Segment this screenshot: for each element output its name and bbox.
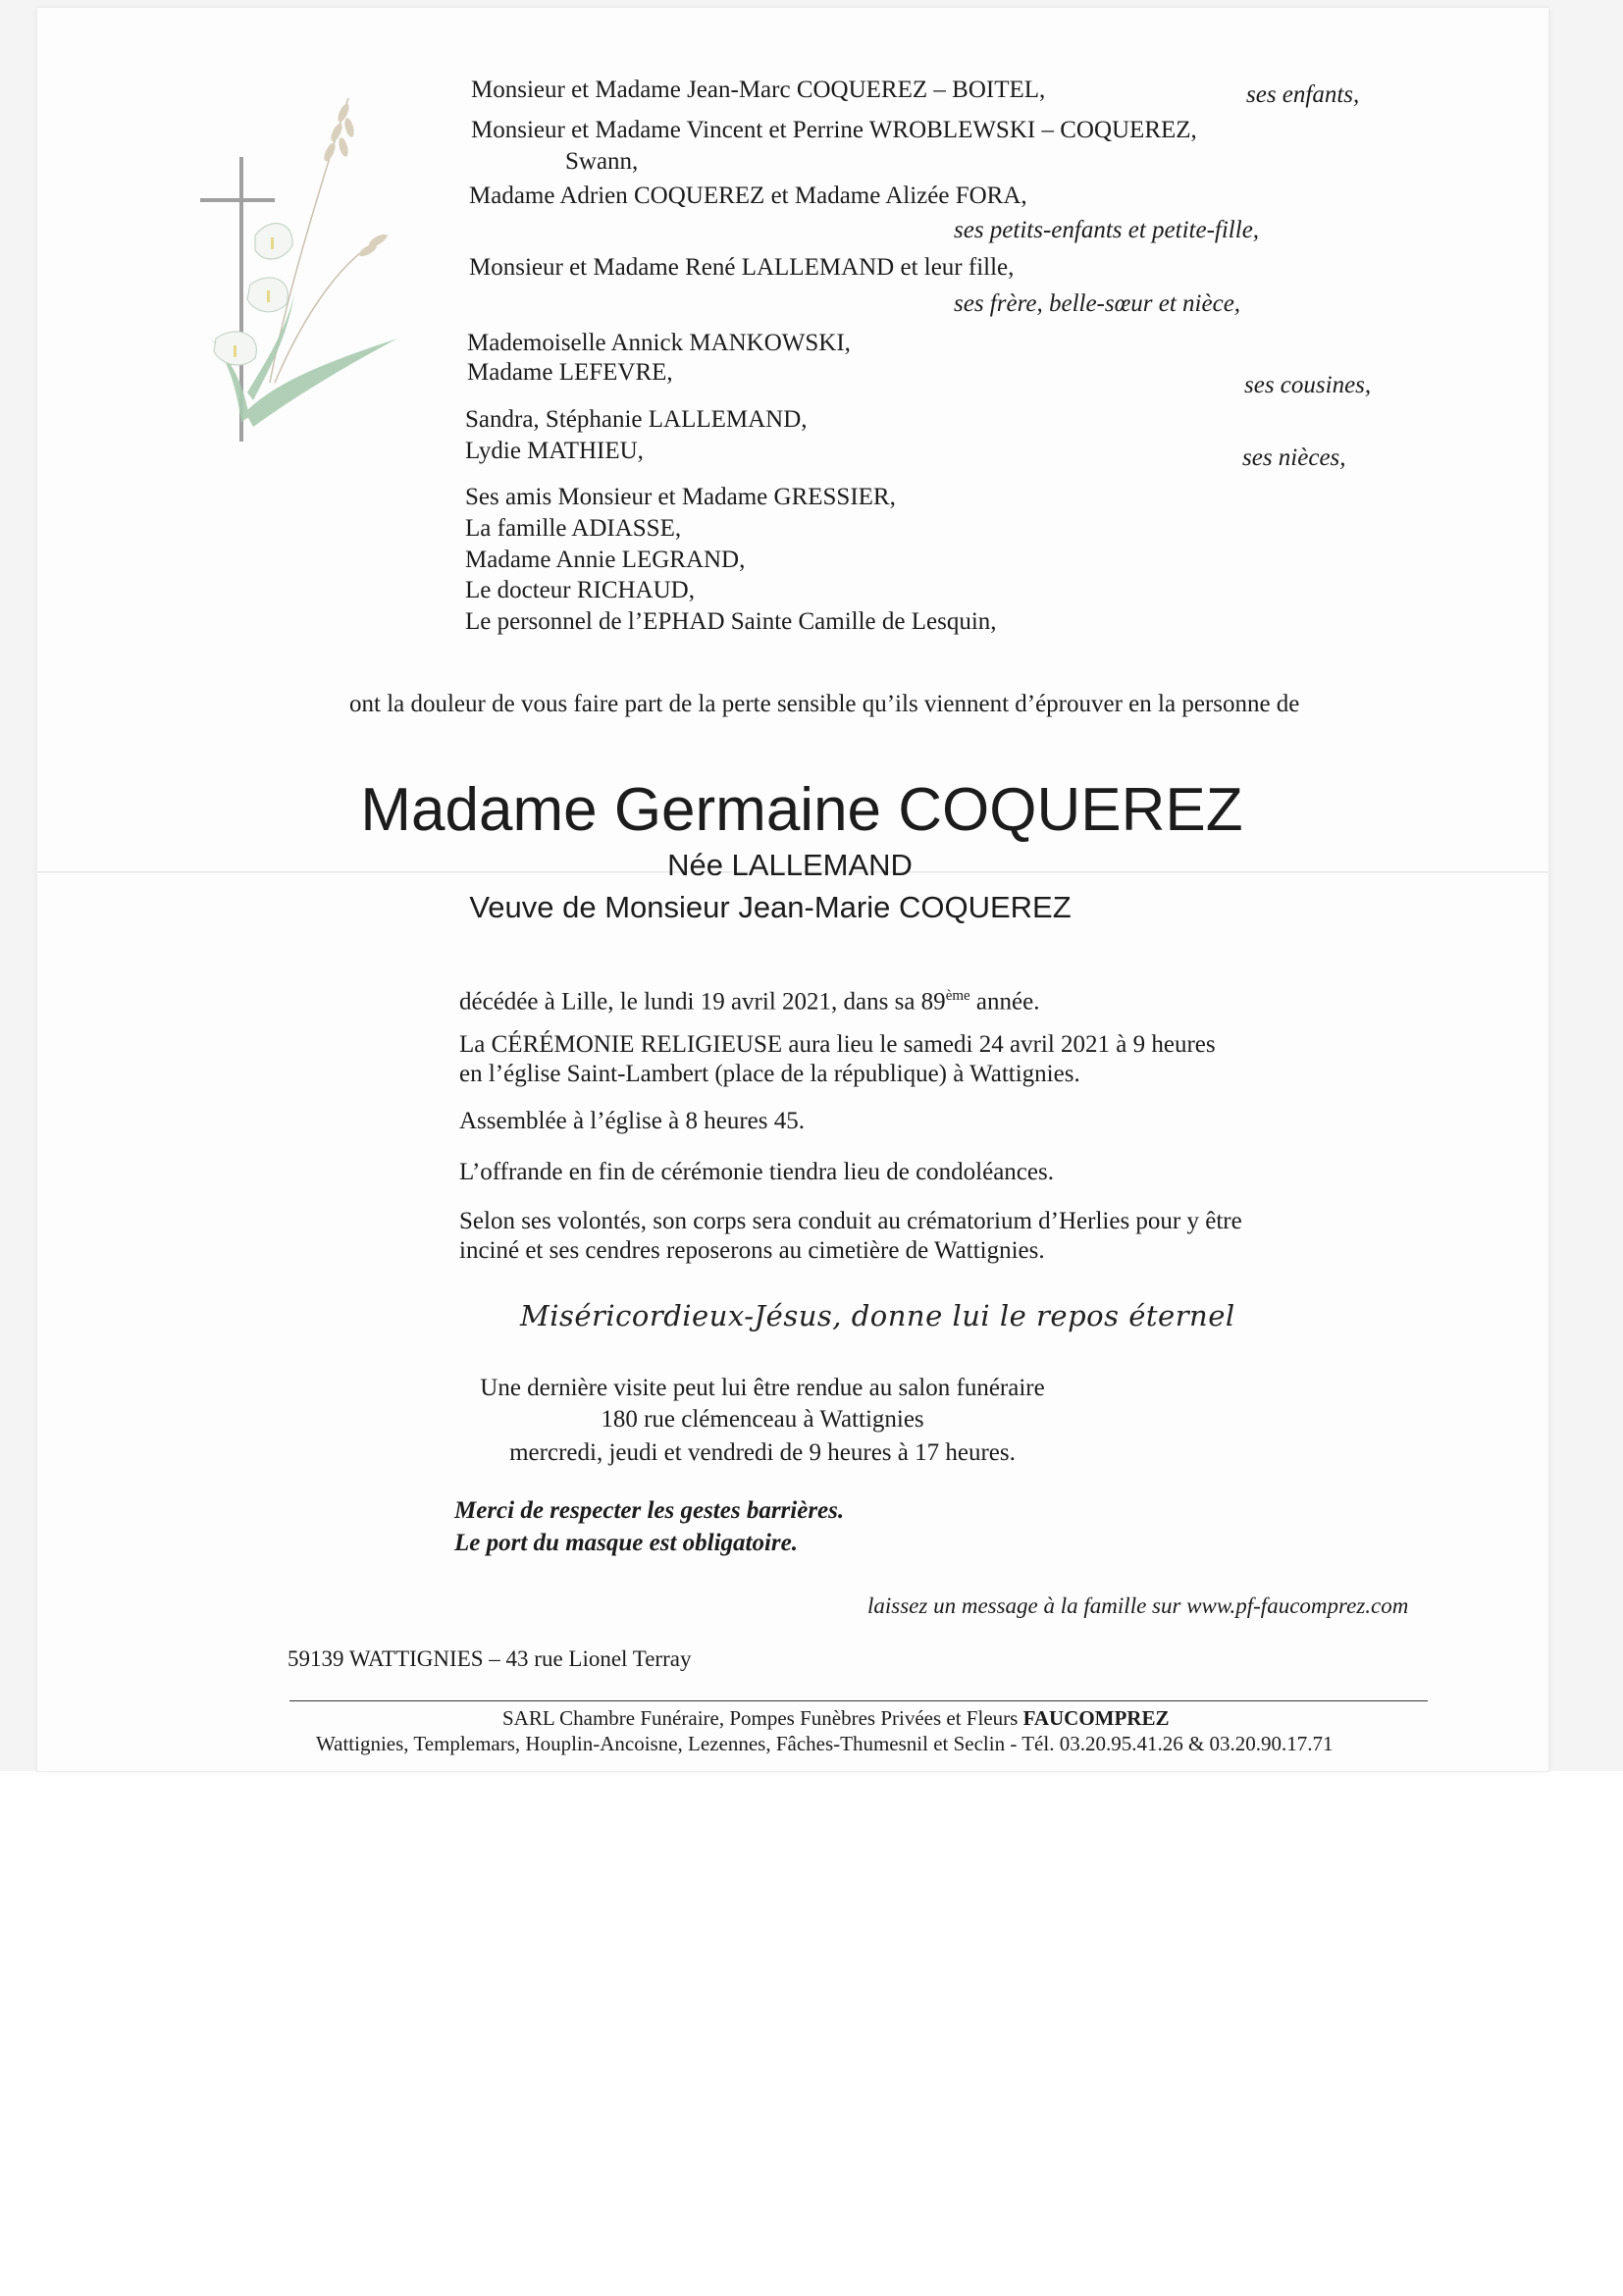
family-line: Madame Adrien COQUEREZ et Madame Alizée FORA, bbox=[469, 183, 1027, 209]
ceremony-line: La CÉRÉMONIE RELIGIEUSE aura lieu le samedi 24 avril 2021 à 9 heures bbox=[459, 1031, 1216, 1058]
family-line: Le personnel de l’EPHAD Sainte Camille de Lesquin, bbox=[465, 608, 997, 635]
family-line: Le docteur RICHAUD, bbox=[465, 577, 695, 603]
relation-label: ses enfants, bbox=[1246, 81, 1360, 108]
family-line: Madame LEFEVRE, bbox=[467, 359, 673, 386]
cross-horizontal bbox=[200, 198, 275, 202]
death-details bbox=[459, 981, 1039, 1017]
widow-of: Veuve de Monsieur Jean-Marie COQUEREZ bbox=[469, 890, 1072, 924]
family-line: Ses amis Monsieur et Madame GRESSIER, bbox=[465, 484, 896, 510]
address: 59139 WATTIGNIES – 43 rue Lionel Terray bbox=[288, 1646, 692, 1671]
intro-sentence: ont la douleur de vous faire part de la perte sensible qu’ils viennent d’éprouver en la personne de bbox=[349, 691, 1300, 717]
family-line: La famille ADIASSE, bbox=[465, 515, 682, 542]
wishes-line: inciné et ses cendres reposerons au cimetière de Wattignies. bbox=[459, 1237, 1045, 1264]
family-line: Monsieur et Madame René LALLEMAND et leur fille, bbox=[469, 254, 1015, 281]
company-brand: FAUCOMPREZ bbox=[1022, 1706, 1170, 1730]
prayer-line: Miséricordieux-Jésus, donne lui le repos éternel bbox=[520, 1299, 1235, 1332]
family-line: Lydie MATHIEU, bbox=[465, 438, 644, 464]
death-text: décédée à Lille, le lundi 19 avril 2021, dans sa 89 bbox=[459, 988, 946, 1016]
family-line: Monsieur et Madame Vincent et Perrine WROBLEWSKI – COQUEREZ, bbox=[471, 117, 1197, 143]
locations-line: Wattignies, Templemars, Houplin-Ancoisne, Lezennes, Fâches-Thumesnil et Seclin - Tél. 03.20.95.41.26 & 03.20.90.17.71 bbox=[316, 1732, 1334, 1755]
ceremony-line: en l’église Saint-Lambert (place de la république) à Wattignies. bbox=[459, 1061, 1080, 1087]
visit-line: Une dernière visite peut lui être rendue au salon funéraire bbox=[480, 1375, 1045, 1401]
visit-line: 180 rue clémenceau à Wattignies bbox=[601, 1406, 924, 1433]
company-line bbox=[502, 1705, 1170, 1731]
family-line: Swann, bbox=[565, 148, 639, 175]
footer-rule bbox=[289, 1700, 1428, 1701]
family-line: Monsieur et Madame Jean-Marc COQUEREZ – BOITEL, bbox=[471, 77, 1046, 103]
wishes-line: Selon ses volontés, son corps sera conduit au crématorium d’Herlies pour y être bbox=[459, 1208, 1242, 1234]
assembly-line: Assemblée à l’église à 8 heures 45. bbox=[459, 1108, 805, 1134]
family-line: Mademoiselle Annick MANKOWSKI, bbox=[467, 330, 851, 356]
covid-notice: Merci de respecter les gestes barrières. bbox=[454, 1497, 845, 1524]
relation-label: ses nièces, bbox=[1242, 444, 1346, 471]
death-superscript: ème bbox=[945, 988, 970, 1004]
offering-line: L’offrande en fin de cérémonie tiendra lieu de condoléances. bbox=[459, 1159, 1054, 1185]
family-line: Sandra, Stéphanie LALLEMAND, bbox=[465, 406, 808, 433]
company-text: SARL Chambre Funéraire, Pompes Funèbres Privées et Fleurs bbox=[502, 1706, 1023, 1730]
covid-notice: Le port du masque est obligatoire. bbox=[454, 1530, 798, 1556]
family-line: Madame Annie LEGRAND, bbox=[465, 547, 746, 573]
relation-label: ses frère, belle-sœur et nièce, bbox=[954, 290, 1241, 317]
visit-line: mercredi, jeudi et vendredi de 9 heures à 17 heures. bbox=[509, 1439, 1016, 1466]
deceased-name: Madame Germaine COQUEREZ bbox=[360, 776, 1243, 844]
cross-lily-illustration bbox=[177, 88, 412, 500]
maiden-name: Née LALLEMAND bbox=[667, 848, 913, 882]
death-text-end: année. bbox=[969, 988, 1040, 1016]
relation-label: ses petits-enfants et petite-fille, bbox=[954, 217, 1260, 243]
relation-label: ses cousines, bbox=[1244, 372, 1372, 398]
message-link[interactable]: laissez un message à la famille sur www.pf-faucomprez.com bbox=[867, 1593, 1409, 1618]
